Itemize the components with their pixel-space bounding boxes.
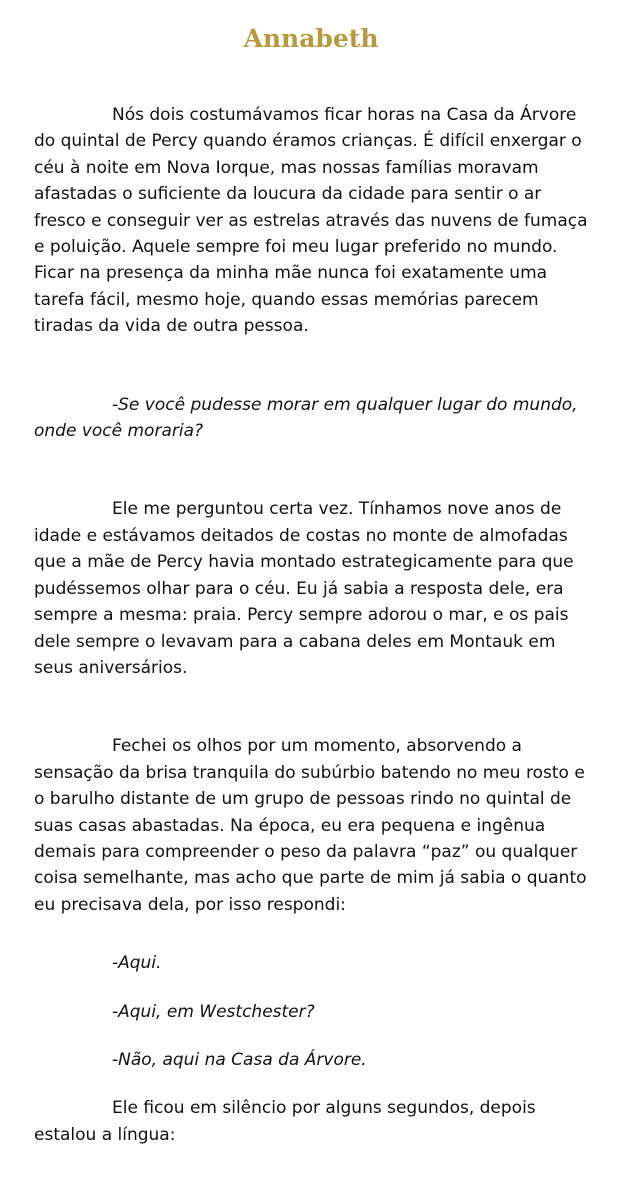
paragraph: Ele me perguntou certa vez. Tínhamos nove anos de idade e estávamos deitados de costas no monte de almofadas que a mãe de Percy havia montado estrategicamente para que pudéssemos olhar para o céu. Eu já sabia a resposta dele, era sempre a mesma: praia. Percy sempre adorou o mar, e os pais dele sempre o levavam para a cabana deles em Montauk em seus aniversários. bbox=[34, 499, 574, 678]
paragraph: Nós dois costumávamos ficar horas na Casa da Árvore do quintal de Percy quando éramos crianças. É difícil enxergar o céu à noite em Nova Iorque, mas nossas famílias moravam afastadas o suficiente da loucura da cidade para sentir o ar fresco e conseguir ver as estrelas através das nuvens de fumaça e poluição. Aquele sempre foi meu lugar preferido no mundo. Ficar na presença da minha mãe nunca foi exatamente uma tarefa fácil, mesmo hoje, quando essas memórias parecem tiradas da vida de outra pessoa. bbox=[34, 105, 588, 337]
dialogue-line: -Aqui. bbox=[112, 953, 162, 974]
paragraph: Fechei os olhos por um momento, absorvendo a sensação da brisa tranquila do subúrbio batendo no meu rosto e o barulho distante de um grupo de pessoas rindo no quintal de suas casas abastadas. Na época, eu era pequena e ingênua demais para compreender o peso da palavra “paz” ou qualquer coisa semelhante, mas acho que parte de mim já sabia o quanto eu precisava dela, por isso respondi: bbox=[34, 736, 587, 915]
chapter-title: Annabeth bbox=[243, 24, 379, 53]
dialogue-line: -Não, aqui na Casa da Árvore. bbox=[112, 1049, 367, 1070]
dialogue-line: -Aqui, em Westchester? bbox=[112, 1001, 315, 1022]
paragraph: Ele ficou em silêncio por alguns segundos, depois estalou a língua: bbox=[34, 1098, 536, 1145]
document-body bbox=[34, 56, 588, 1148]
dialogue-line: -Se você pudesse morar em qualquer lugar do mundo, onde você moraria? bbox=[34, 394, 578, 442]
